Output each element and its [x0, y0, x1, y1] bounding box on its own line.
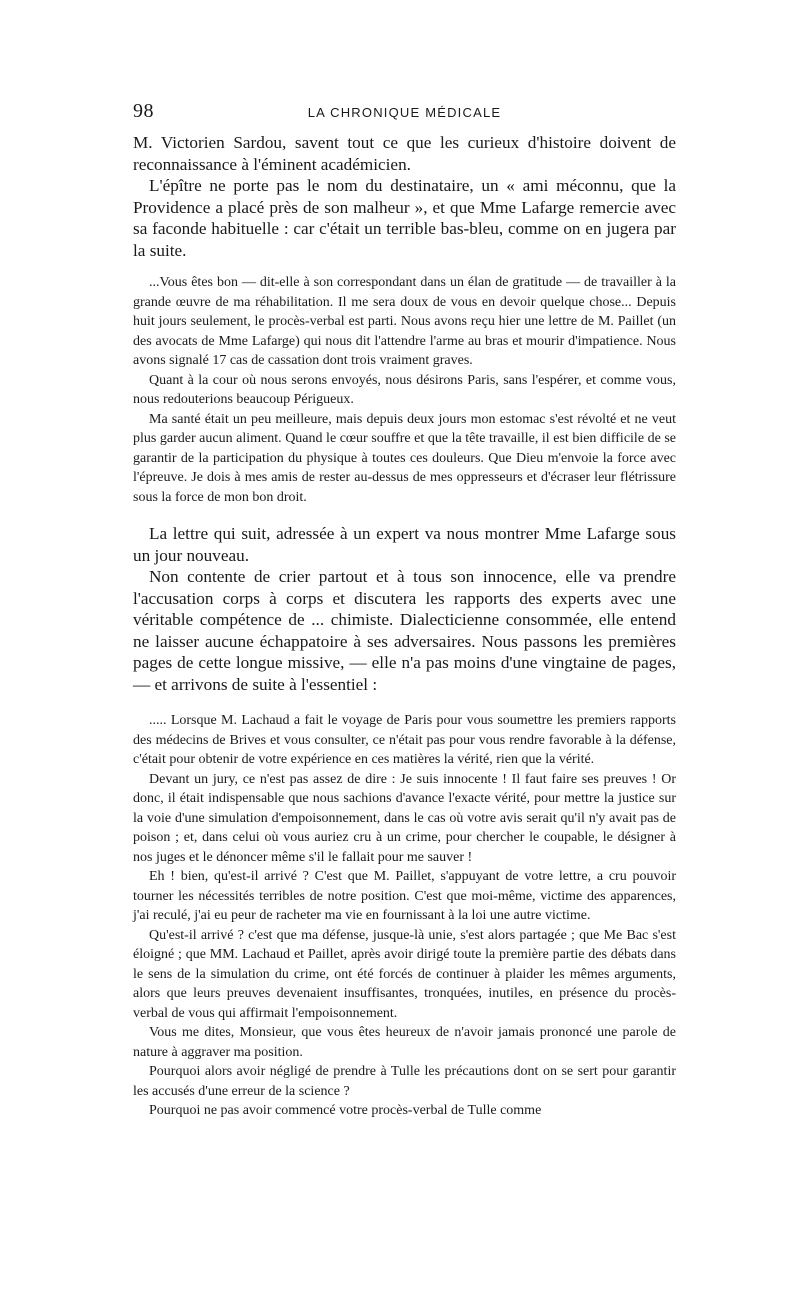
body-section-expert-letter — [133, 523, 676, 695]
quoted-paragraph: Eh ! bien, qu'est-il arrivé ? C'est que M. Paillet, s'appuyant de votre lettre, a cru pouvoir tourner les nécessités terribles de notre position. C'est que moi-même, victime des apparences, j'ai reculé, j'ai eu peur de racheter ma vie en fournissant à la loi une autre victime. — [133, 869, 676, 923]
page-number: 98 — [133, 100, 154, 122]
quoted-paragraph: Qu'est-il arrivé ? c'est que ma défense, jusque-là unie, s'est alors partagée ; que Me Bac s'est éloigné ; que MM. Lachaud et Paillet, après avoir dirigé toute la première partie des débats dans le sens de la simulation du crime, ont été forcés de continuer à plaider les mêmes arguments, alors que leurs preuves devenaient insuffisantes, tronquées, inutiles, en présence du procès-verbal de vous qui affirmait l'empoisonnement. — [133, 927, 676, 1021]
letter-excerpt-gratitude — [133, 273, 676, 507]
quoted-paragraph: Quant à la cour où nous serons envoyés, nous désirons Paris, sans l'espérer, et comme vous, nous redouterions beaucoup Périgueux. — [133, 372, 676, 407]
quoted-paragraph: ..... Lorsque M. Lachaud a fait le voyage de Paris pour vous soumettre les premiers rapports des médecins de Brives et vous consulter, ce n'était pas pour vous rendre favorable à la défense, c'était pour obtenir de votre expérience en ces matières la vérité, rien que la vérité. — [133, 713, 676, 767]
paragraph: M. Victorien Sardou, savent tout ce que les curieux d'histoire doivent de reconnaissance à l'éminent académicien. — [133, 133, 676, 174]
paragraph: La lettre qui suit, adressée à un expert va nous montrer Mme Lafarge sous un jour nouveau. — [133, 524, 676, 565]
paragraph: Non contente de crier partout et à tous son innocence, elle va prendre l'accusation corps à corps et discutera les rapports des experts avec une véritable compétence de ... chimiste. Dialecticienne consommée, elle entend ne laisser aucune échappatoire à ses adversaires. Nous passons les premières pages de cette longue missive, — elle n'a pas moins d'une vingtaine de pages, — et arrivons de suite à l'essentiel : — [133, 567, 676, 694]
quoted-paragraph: Pourquoi ne pas avoir commencé votre procès-verbal de Tulle comme — [149, 1103, 542, 1118]
letter-excerpt-expert — [133, 711, 676, 1121]
quoted-paragraph: ...Vous êtes bon — dit-elle à son correspondant dans un élan de gratitude — de travailler à la grande œuvre de ma réhabilitation. Il me sera doux de vous en devoir quelque chose... Depuis huit jours seulement, le procès-verbal est parti. Nous avons reçu hier une lettre de M. Paillet (un des avocats de Mme Lafarge) qui nous dit l'attendre l'arme au bras et mourir d'impatience. Nous avons signalé 17 cas de cassation dont trois vraiment graves. — [133, 275, 676, 368]
page-header — [133, 100, 676, 126]
body-section-intro — [133, 132, 676, 261]
quoted-paragraph: Devant un jury, ce n'est pas assez de dire : Je suis innocente ! Il faut faire ses preuves ! Or donc, il était indispensable que nous sachions d'avance l'exacte vérité, pour mettre la justice sur la voie d'une simulation d'empoisonnement, dans le cas où votre avis serait qu'il n'y avait pas de poison ; et, dans celui où vous auriez cru à un crime, pour chercher le coupable, le désigner à nos juges et le dénoncer même s'il le fallait pour me sauver ! — [133, 771, 676, 865]
quoted-paragraph: Vous me dites, Monsieur, que vous êtes heureux de n'avoir jamais prononcé une parole de nature à aggraver ma position. — [133, 1025, 676, 1060]
running-head: LA CHRONIQUE MÉDICALE — [307, 105, 502, 120]
paragraph: L'épître ne porte pas le nom du destinataire, un « ami méconnu, que la Providence a placé près de son malheur », et que Mme Lafarge remercie avec sa faconde habituelle : car c'était un terrible bas-bleu, comme on en jugera par la suite. — [133, 176, 676, 260]
quoted-paragraph: Pourquoi alors avoir négligé de prendre à Tulle les précautions dont on se sert pour garantir les accusés d'une erreur de la science ? — [133, 1064, 676, 1099]
quoted-paragraph: Ma santé était un peu meilleure, mais depuis deux jours mon estomac s'est révolté et ne veut plus garder aucun aliment. Quand le cœur souffre et que la tête travaille, il est bien difficile de se garantir de la participation du physique à toutes ces douleurs. Que Dieu m'envoie la force avec l'épreuve. Je dois à mes amis de rester au-dessus de mes oppresseurs et d'écraser leur flétrissure sous la force de mon bon droit. — [133, 411, 676, 505]
book-page — [133, 100, 676, 1121]
